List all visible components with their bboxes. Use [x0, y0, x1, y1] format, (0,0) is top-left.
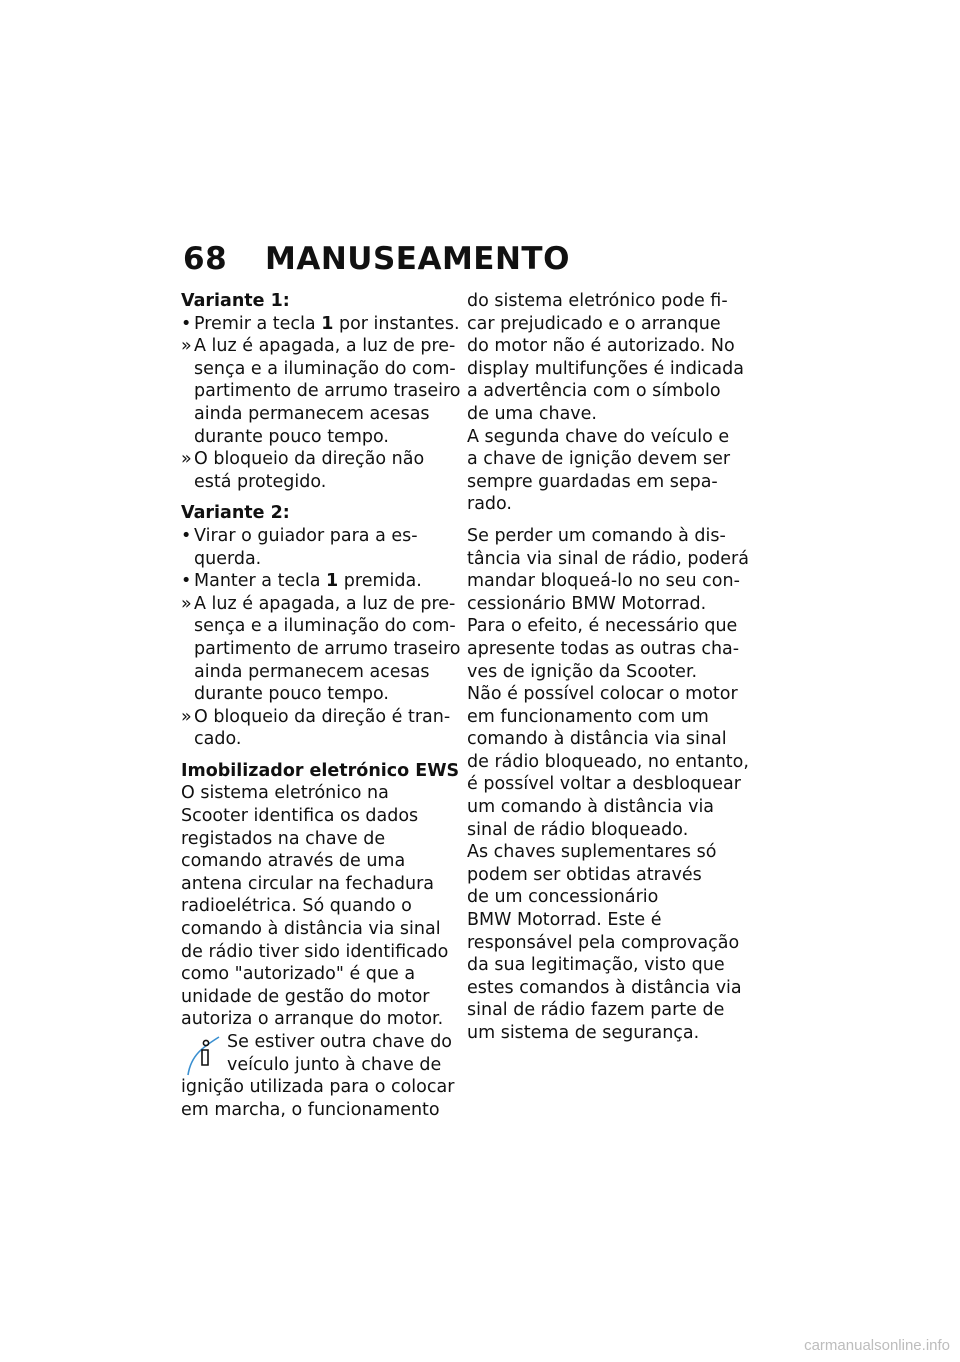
- paragraph-1: do sistema eletrónico pode fi- car prejudicado e o arranque do motor não é autorizado. No display multifunções é indicada a advertência com o símbolo de uma chave. A segunda chave do veículo e a chave de ignição devem ser sempre guardadas em sepa- rado.: [467, 291, 744, 515]
- variant1-result1: » A luz é apagada, a luz de pre- sença e a iluminação do com- partimento de arrumo traseiro ainda permanecem acesas durante pouco tempo.: [181, 336, 461, 447]
- left-column: [181, 290, 461, 1121]
- variant2-title: Variante 2:: [181, 503, 290, 524]
- result-marker: »: [181, 336, 192, 357]
- bullet-marker: •: [181, 571, 192, 592]
- result-marker: »: [181, 706, 192, 727]
- paragraph-2: Se perder um comando à dis- tância via sinal de rádio, poderá mandar bloqueá-lo no seu con- cessionário BMW Motorrad. Para o efeito, é necessário que apresente todas as outras cha- ves de ignição da Scooter. Não é possível colocar o motor em funcionamento com um comando à distância via sinal de rádio bloqueado, no entanto, é possível voltar a desbloquear um comando à distância via sinal de rádio bloqueado. As chaves suplementares só podem ser obtidas através de um concessionário BMW Motorrad. Este é responsável pela comprovação da sua legitimação, visto que estes comandos à distância via sinal de rádio fazem parte de um sistema de segurança.: [467, 525, 749, 1043]
- variant1-result2: » O bloqueio da direção não está protegido.: [181, 449, 425, 492]
- key-number: 1: [321, 313, 334, 334]
- variant1-step: • Premir a tecla 1 por instantes.: [181, 313, 460, 334]
- page-heading: [183, 241, 570, 277]
- variant1-title: Variante 1:: [181, 291, 290, 311]
- page-number: 68: [183, 241, 228, 277]
- info-note: Se estiver outra chave do veículo junto à chave de ignição utilizada para o colocar em marcha, o funcionamento: [181, 1032, 455, 1120]
- page-title: MANUSEAMENTO: [265, 241, 570, 277]
- right-column: [467, 290, 749, 1045]
- result-marker: »: [181, 449, 192, 470]
- ews-paragraph: O sistema eletrónico na Scooter identifica os dados registados na chave de comando através de uma antena circular na fechadura radioelétrica. Só quando o comando à distância via sinal de rádio tiver sido identificado como "autorizado" é que a unidade de gestão do motor autoriza o arranque do motor.: [181, 783, 449, 1030]
- variant2-result2: » O bloqueio da direção é tran- cado.: [181, 706, 451, 750]
- bullet-marker: •: [181, 525, 192, 546]
- variant2-result1: » A luz é apagada, a luz de pre- sença e a iluminação do com- partimento de arrumo traseiro ainda permanecem acesas durante pouco tempo.: [181, 593, 461, 705]
- watermark: carmanualsonline.info: [804, 1337, 950, 1354]
- bullet-marker: •: [181, 313, 192, 334]
- key-number: 1: [326, 571, 339, 592]
- variant2-step1: • Virar o guiador para a es- querda.: [181, 525, 418, 569]
- result-marker: »: [181, 593, 192, 614]
- ews-title: Imobilizador eletrónico EWS: [181, 760, 460, 781]
- info-icon: [185, 1033, 221, 1077]
- variant2-step2: • Manter a tecla 1 premida.: [181, 571, 422, 592]
